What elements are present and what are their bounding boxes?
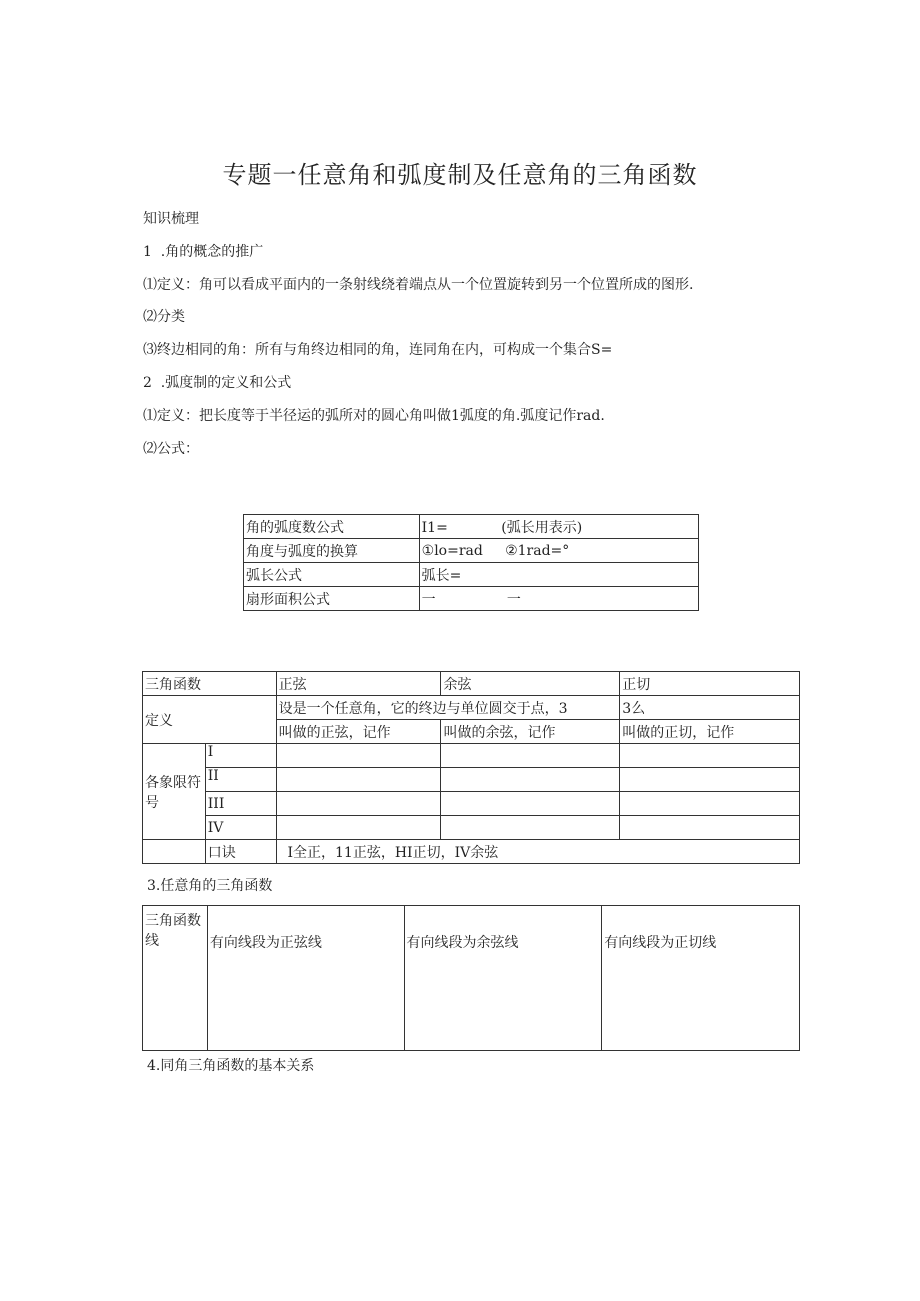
- table-cell: 正切: [620, 672, 800, 696]
- table-cell: [620, 792, 800, 816]
- table-row: [143, 696, 800, 720]
- table-cell: [276, 792, 441, 816]
- table-cell: 角度与弧度的换算: [244, 539, 420, 563]
- table-row: [143, 840, 800, 864]
- table-cell: 有向线段为正弦线: [207, 906, 404, 1051]
- table-row: [143, 792, 800, 816]
- table-cell: 3么: [620, 696, 800, 720]
- section-4-heading: 4.同角三角函数的基本关系: [147, 1058, 315, 1074]
- table-cell: 有向线段为余弦线: [404, 906, 602, 1051]
- table-cell: 一 一: [419, 587, 698, 611]
- table-row: [143, 768, 800, 792]
- table-cell: 各象限符号: [143, 744, 206, 840]
- table-cell: [276, 744, 441, 768]
- section-2-heading: 2 .弧度制的定义和公式: [143, 375, 292, 391]
- table-cell: 弧长公式: [244, 563, 420, 587]
- table-row: [143, 906, 800, 1051]
- table-cell: [441, 816, 620, 840]
- coterminal-angles: ⑶终边相同的角：所有与角终边相同的角，连同角在内，可构成一个集合S=: [143, 342, 613, 358]
- table-cell: [441, 768, 620, 792]
- table-cell: 叫做的正切，记作: [620, 720, 800, 744]
- table-cell: 叫做的正弦，记作: [276, 720, 441, 744]
- table-cell: I1= (弧长用表示): [419, 515, 698, 539]
- table-cell: [441, 744, 620, 768]
- formula-label: ⑵公式：: [143, 441, 199, 457]
- table-cell: 口诀: [205, 840, 276, 864]
- table-cell: 叫做的余弦，记作: [441, 720, 620, 744]
- angle-definition: ⑴定义：角可以看成平面内的一条射线绕着端点从一个位置旋转到另一个位置所成的图形.: [143, 277, 694, 293]
- table-cell: I全正，11正弦，HI正切，IV余弦: [276, 840, 799, 864]
- table-cell: [620, 744, 800, 768]
- table-row: [244, 515, 699, 539]
- table-cell: 余弦: [441, 672, 620, 696]
- table-row: [143, 672, 800, 696]
- table-cell: [276, 768, 441, 792]
- section-3-heading: 3.任意角的三角函数: [147, 878, 273, 894]
- table-row: [244, 587, 699, 611]
- table-cell: 三角函数线: [143, 906, 208, 1051]
- formula-table: [243, 514, 699, 611]
- table-cell: II: [205, 768, 276, 792]
- table-cell: 角的弧度数公式: [244, 515, 420, 539]
- table-cell: 定义: [143, 696, 277, 744]
- table-cell: III: [205, 792, 276, 816]
- table-cell: IV: [205, 816, 276, 840]
- trig-function-table: [142, 671, 800, 864]
- page-title: 专题一任意角和弧度制及任意角的三角函数: [222, 161, 698, 189]
- table-cell: [143, 840, 206, 864]
- trig-lines-table: [142, 905, 800, 1051]
- table-row: [143, 816, 800, 840]
- table-cell: 有向线段为正切线: [602, 906, 800, 1051]
- table-cell: I: [205, 744, 276, 768]
- table-cell: [441, 792, 620, 816]
- table-row: [244, 563, 699, 587]
- table-cell: 三角函数: [143, 672, 277, 696]
- table-row: [244, 539, 699, 563]
- section-heading-knowledge: 知识梳理: [143, 211, 199, 227]
- table-cell: ①lo=rad ②1rad=°: [419, 539, 698, 563]
- table-cell: [620, 768, 800, 792]
- table-cell: 设是一个任意角，它的终边与单位圆交于点，3: [276, 696, 620, 720]
- radian-definition: ⑴定义：把长度等于半径运的弧所对的圆心角叫做1弧度的角.弧度记作rad.: [143, 408, 605, 424]
- section-1-heading: 1 .角的概念的推广: [143, 244, 264, 260]
- table-row: [143, 744, 800, 768]
- table-cell: 弧长=: [419, 563, 698, 587]
- table-cell: [276, 816, 441, 840]
- angle-classification: ⑵分类: [143, 309, 185, 325]
- table-cell: 扇形面积公式: [244, 587, 420, 611]
- table-cell: 正弦: [276, 672, 441, 696]
- table-cell: [620, 816, 800, 840]
